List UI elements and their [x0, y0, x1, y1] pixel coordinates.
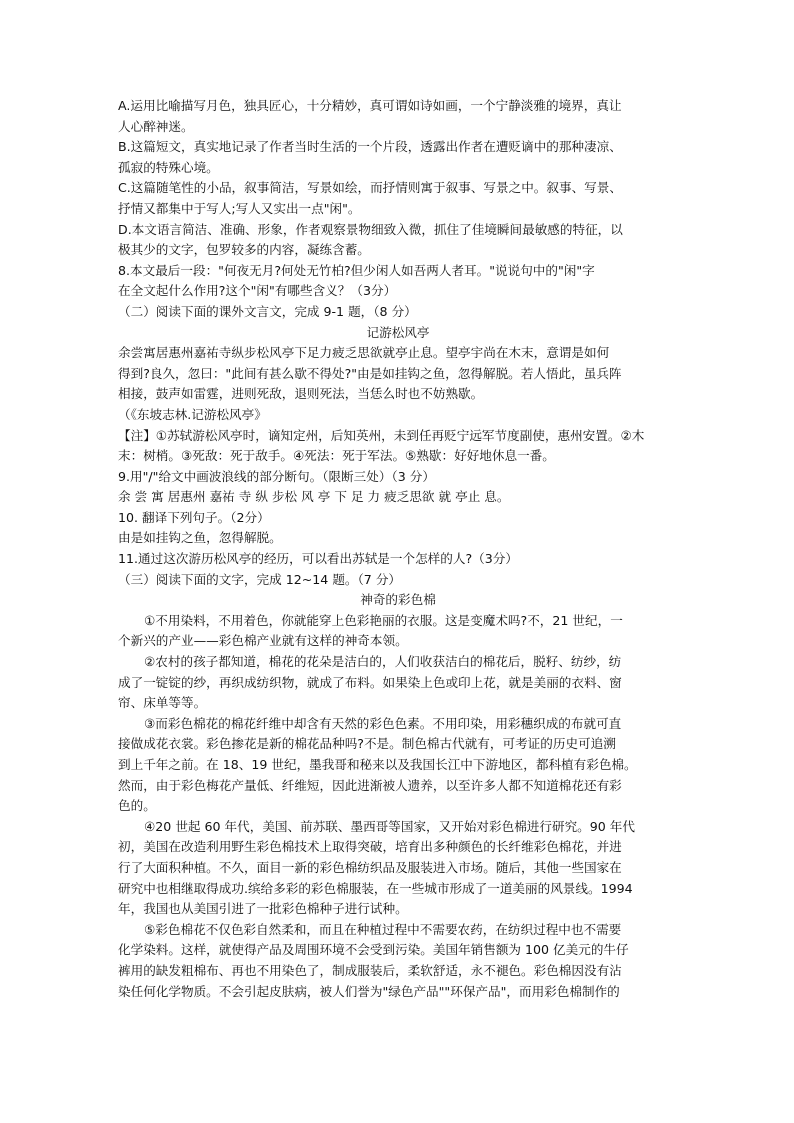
section-2-passage	[118, 343, 678, 405]
option-c	[118, 178, 678, 219]
paragraph-line: 化学染料。这样，就使得产品及周围环境不会受到污染。美国年销售额为 100 亿美元的牛仔	[118, 942, 629, 958]
option-a-line1: A.运用比喻描写月色，独具匠心，十分精妙，真可谓如诗如画，一个宁静淡雅的境界，真让	[118, 98, 622, 113]
option-d-line1: D.本文语言简洁、准确、形象，作者观察景物细致入微，抓住了佳境瞬间最敏感的特征，以	[118, 221, 623, 237]
option-b	[118, 137, 678, 178]
option-b-line1: B.这篇短文，真实地记录了作者当时生活的一个片段，透露出作者在遭贬谪中的那种凄凉、	[118, 139, 622, 155]
option-d-line2: 极其少的文字，包罗较多的内容，凝练含蓄。	[118, 242, 370, 258]
option-b-line2: 孤寂的特殊心境。	[118, 159, 219, 175]
article-paragraph-4	[118, 817, 678, 920]
paragraph-line: 到上千年之前。在 18、19 世纪，墨我哥和秘来以及我国长江中下游地区，都科植有彩色棉。	[118, 757, 637, 772]
passage-notes	[118, 426, 678, 467]
option-a-line2: 人心醉神迷。	[118, 118, 194, 134]
article-paragraph-2	[118, 652, 678, 714]
paragraph-line: 然而，由于彩色梅花产量低、纤维短，因此进渐被人遗养，以至许多人都不知道棉花还有彩	[118, 777, 622, 793]
paragraph-line: 行了大面积种植。不久，面目一新的彩色棉纺织品及服装进入市场。随后，其他一些国家在	[118, 859, 622, 875]
article-paragraph-1	[118, 611, 678, 652]
paragraph-line: 接做成花衣裳。彩色掺花是新的棉花品种吗?不是。制色棉古代就有，可考证的历史可追溯	[118, 736, 616, 752]
option-a	[118, 96, 678, 137]
paragraph-line: 初，美国在改造利用野生彩色棉技术上取得突破，培育出多种颜色的长纤维彩色棉花，并进	[118, 839, 622, 855]
question-8	[118, 261, 678, 302]
passage-line: 得到?良久，忽曰："此间有甚么歇不得处?"由是如挂钩之鱼，忽得解脱。若人悟此，虽兵阵	[118, 365, 622, 381]
paragraph-line: 帘、床单等等。	[118, 695, 207, 711]
paragraph-line: 成了一锭锭的纱，再织成纺织物，就成了布料。如果染上色或印上花，就是美丽的衣料、窗	[118, 674, 622, 690]
passage-line: 余尝寓居惠州嘉祐寺纵步松风亭下足力疲乏思欲就亭止息。望亭宇尚在木末，意谓是如何	[118, 345, 610, 361]
section-2-title: 记游松风亭	[366, 324, 430, 340]
option-d	[118, 220, 678, 261]
note-line: 末：树梢。③死敌：死于敌手。④死法：死于军法。⑤熟歇：好好地休息一番。	[118, 448, 555, 464]
paragraph-line: 色的。	[118, 798, 156, 814]
article-paragraph-5	[118, 920, 678, 1002]
note-line: 【注】①苏轼游松风亭时，谪知定州，后知英州，未到任再贬宁远军节度副使，惠州安置。②木	[118, 427, 645, 443]
section-3-title: 神奇的彩色棉	[360, 592, 436, 608]
paragraph-line: 个新兴的产业——彩色棉产业就有这样的神奇本领。	[118, 633, 408, 649]
question-11: 11.通过这次游历松风亭的经历，可以看出苏轼是一个怎样的人?（3分）	[118, 551, 518, 567]
paragraph-line: ④20 世起 60 年代，美国、前苏联、墨西哥等国家，又开始对彩色棉进行研究。90 年代	[144, 818, 635, 834]
question-9-text: 余 尝 寓 居惠州 嘉祐 寺 纵 步松 风 亭 下 足 力 疲乏思欲 就 亭止 息。	[118, 489, 510, 505]
paragraph-line: ①不用染料，不用着色，你就能穿上色彩艳丽的衣服。这是变魔术吗?不，21 世纪，一	[144, 612, 623, 628]
question-10-text: 由是如挂钩之鱼，忽得解脱。	[118, 530, 282, 546]
paragraph-line: 年，我国也从美国引进了一批彩色棉种子进行试种。	[118, 901, 408, 917]
paragraph-line: ②农村的孩子都知道，棉花的花朵是洁白的，人们收获洁白的棉花后，脱籽、纺纱，纺	[144, 654, 622, 670]
paragraph-line: ③而彩色棉花的棉花纤维中却含有天然的彩色色素。不用印染，用彩穗织成的布就可直	[144, 715, 622, 731]
passage-source: （《东坡志林.记游松风亭》	[118, 406, 267, 422]
option-c-line2: 抒情又都集中于写人;写人又实出一点"闲"。	[118, 200, 361, 216]
article-paragraph-3	[118, 714, 678, 817]
question-9: 9.用"/"给文中画波浪线的部分断句。（限断三处）（3 分）	[118, 468, 435, 484]
option-c-line1: C.这篇随笔性的小品，叙事简洁，写景如绘，而抒情则寓于叙事、写景之中。叙事、写景、	[118, 180, 622, 196]
section-2-heading: （二）阅读下面的课外文言文，完成 9-1 题，（8 分）	[118, 303, 417, 319]
paragraph-line: ⑤彩色棉花不仅色彩自然柔和，而且在种植过程中不需要农药，在纺织过程中也不需要	[144, 921, 622, 937]
question-8-line1: 8.本文最后一段："何夜无月?何处无竹柏?但少闲人如吾两人者耳。"说说句中的"闲"字	[118, 262, 595, 278]
paragraph-line: 染任何化学物质。不会引起皮肤病，被人们誉为"绿色产品""环保产品"，而用彩色棉制作的	[118, 983, 620, 999]
question-10: 10. 翻译下列句子。（2分）	[118, 509, 270, 525]
document-content	[118, 96, 678, 1002]
paragraph-line: 研究中也相继取得成功.缤给多彩的彩色棉服装，在一些城市形成了一道美丽的风景线。1994	[118, 880, 633, 896]
question-8-line2: 在全文起什么作用?这个"闲"有哪些含义？（3分）	[118, 283, 397, 299]
paragraph-line: 裤用的缺发粗棉布、再也不用染色了，制成服装后，柔软舒适，永不褪色。彩色棉因没有沾	[118, 962, 622, 978]
section-3-heading: （三）阅读下面的文字，完成 12~14 题。（7 分）	[118, 571, 402, 587]
passage-line: 相接，鼓声如雷霆，进则死敌，退则死法，当恁么时也不妨熟歇。	[118, 386, 484, 402]
